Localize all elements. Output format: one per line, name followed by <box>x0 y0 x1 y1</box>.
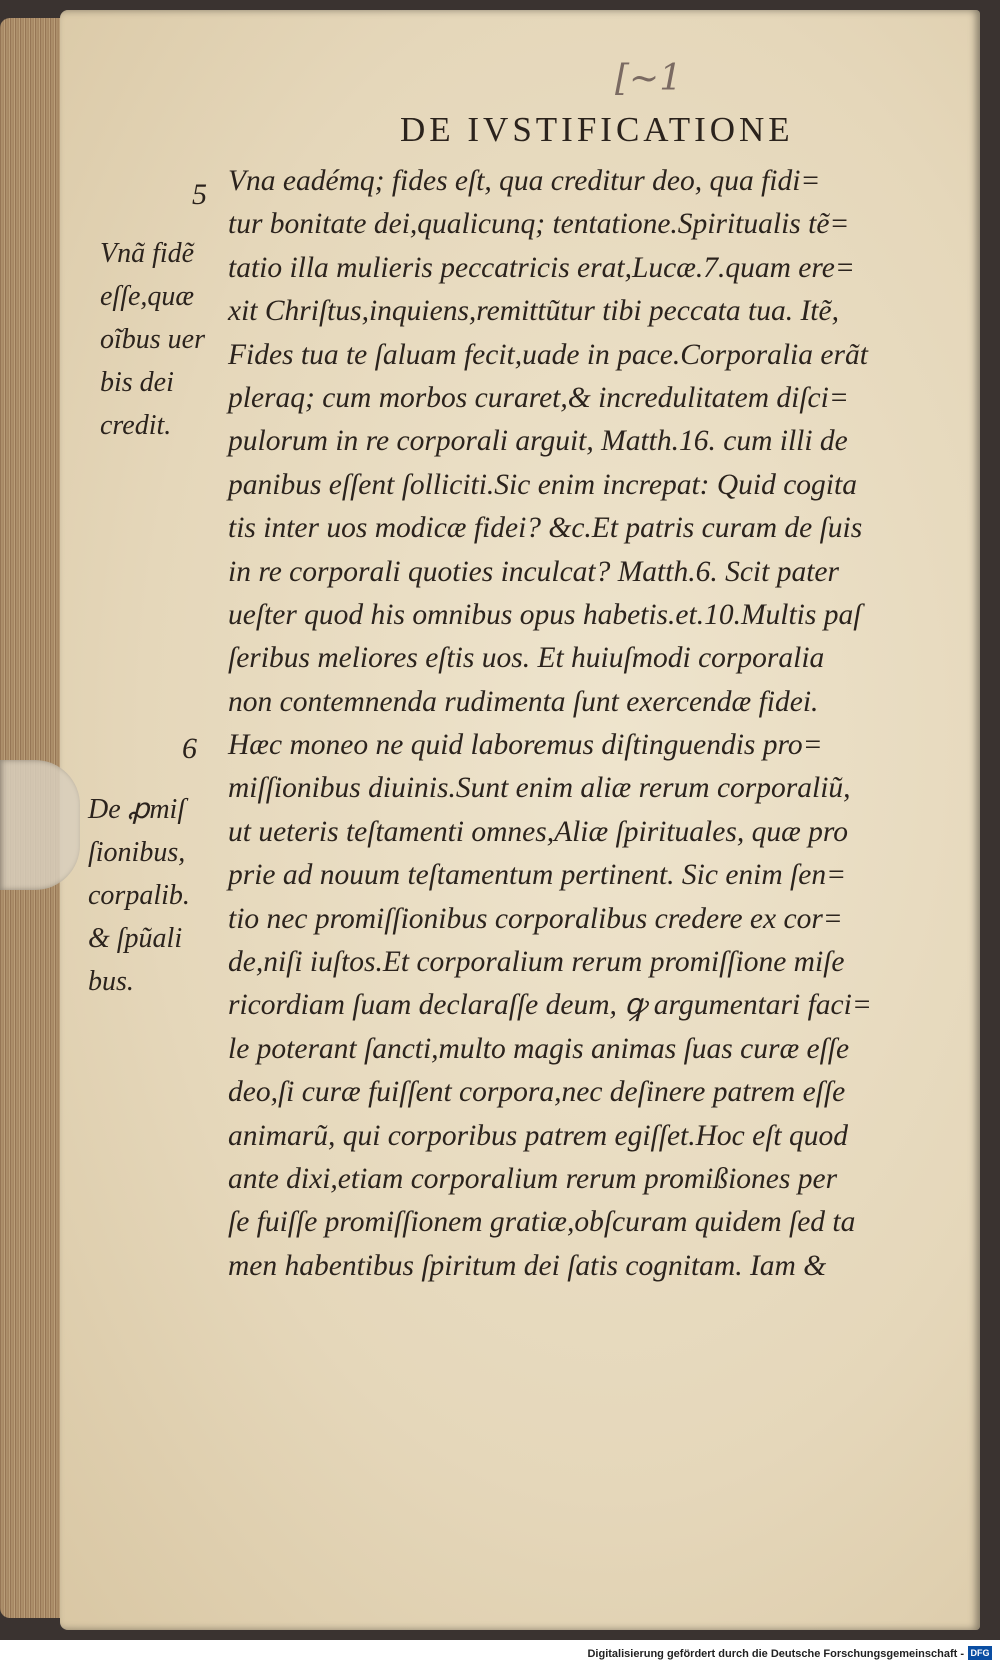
section-number-5: 5 <box>192 178 207 211</box>
text-line: ſe fuiſſe promiſſionem gratiæ,obſcuram quidem ſed ta <box>228 1206 856 1239</box>
text-line: men habentibus ſpiritum dei ſatis cognitam. Iam & <box>228 1249 827 1282</box>
text-line: prie ad nouum teſtamentum pertinent. Sic enim ſen= <box>228 859 846 892</box>
margin-note-line: bis dei <box>100 367 174 398</box>
margin-note-line: & ſpũali <box>88 923 183 954</box>
margin-note-line: corpalib. <box>88 880 190 911</box>
folio-mark: [~1 <box>615 58 683 99</box>
text-line: pleraq; cum morbos curaret,& incredulitatem diſci= <box>228 381 849 414</box>
margin-note-line: bus. <box>88 966 134 997</box>
margin-note-line: eſſe,quæ <box>100 281 195 312</box>
text-line: Hæc moneo ne quid laboremus diſtinguendis pro= <box>228 729 823 762</box>
margin-note-line: oĩbus uer <box>100 324 205 355</box>
text-line: Fides tua te ſaluam fecit,uade in pace.Corporalia erãt <box>228 338 868 371</box>
footer-bar <box>0 1640 1000 1669</box>
running-head: DE IVSTIFICATIONE <box>400 110 794 149</box>
text-line: le poterant ſancti,multo magis animas ſuas curæ eſſe <box>228 1032 850 1065</box>
text-line: non contemnenda rudimenta ſunt exercendæ fidei. <box>228 685 819 718</box>
text-line: ueſter quod his omnibus opus habetis.et.10.Multis paſ <box>228 598 862 631</box>
text-line: miſſionibus diuinis.Sunt enim aliæ rerum corporaliũ, <box>228 772 851 805</box>
text-line: ut ueteris teſtamenti omnes,Aliæ ſpirituales, quæ pro <box>228 815 849 848</box>
margin-note-section-6 <box>88 788 190 1003</box>
funding-credit: Digitalisierung gefördert durch die Deutsche Forschungsgemeinschaft - <box>587 1648 964 1660</box>
margin-note-line: Vnã fidẽ <box>100 238 195 269</box>
text-line: animarũ, qui corporibus patrem egiſſet.Hoc eſt quod <box>228 1119 848 1152</box>
text-line: Vna eadémq; fides eſt, qua creditur deo, qua fidi= <box>228 165 821 197</box>
text-line: panibus eſſent ſolliciti.Sic enim increpat: Quid cogita <box>228 468 857 501</box>
text-line: ſeribus meliores eſtis uos. Et huiuſmodi corporalia <box>228 642 825 675</box>
margin-note-line: De ꝓmiſ <box>88 794 186 825</box>
text-line: tis inter uos modicæ fidei? &c.Et patris curam de ſuis <box>228 512 863 545</box>
margin-note-section-5 <box>100 232 205 447</box>
text-line: ante dixi,etiam corporalium rerum promißiones per <box>228 1162 838 1195</box>
text-line: deo,ſi curæ fuiſſent corpora,nec deſinere patrem eſſe <box>228 1076 846 1109</box>
margin-note-line: credit. <box>100 410 172 441</box>
page-clip <box>0 760 80 890</box>
text-line: pulorum in re corporali arguit, Matth.16. cum illi de <box>228 425 848 458</box>
body-text <box>228 160 908 1288</box>
text-line: tio nec promiſſionibus corporalibus credere ex cor= <box>228 902 843 935</box>
text-line: in re corporali quoties inculcat? Matth.6. Scit pater <box>228 555 839 588</box>
margin-note-line: ſionibus, <box>88 837 186 868</box>
text-line: ricordiam ſuam declaraſſe deum, ꝙ argumentari faci= <box>228 989 872 1022</box>
dfg-logo: DFG <box>968 1646 992 1660</box>
text-line: xit Chriſtus,inquiens,remittũtur tibi peccata tua. Itẽ, <box>228 295 839 328</box>
section-number-6: 6 <box>182 732 197 765</box>
text-line: de,niſi iuſtos.Et corporalium rerum promiſſione miſe <box>228 946 845 979</box>
text-line: tur bonitate dei,qualicunq; tentatione.Spiritualis tẽ= <box>228 208 850 241</box>
text-line: tatio illa mulieris peccatricis erat,Lucæ.7.quam ere= <box>228 251 855 284</box>
